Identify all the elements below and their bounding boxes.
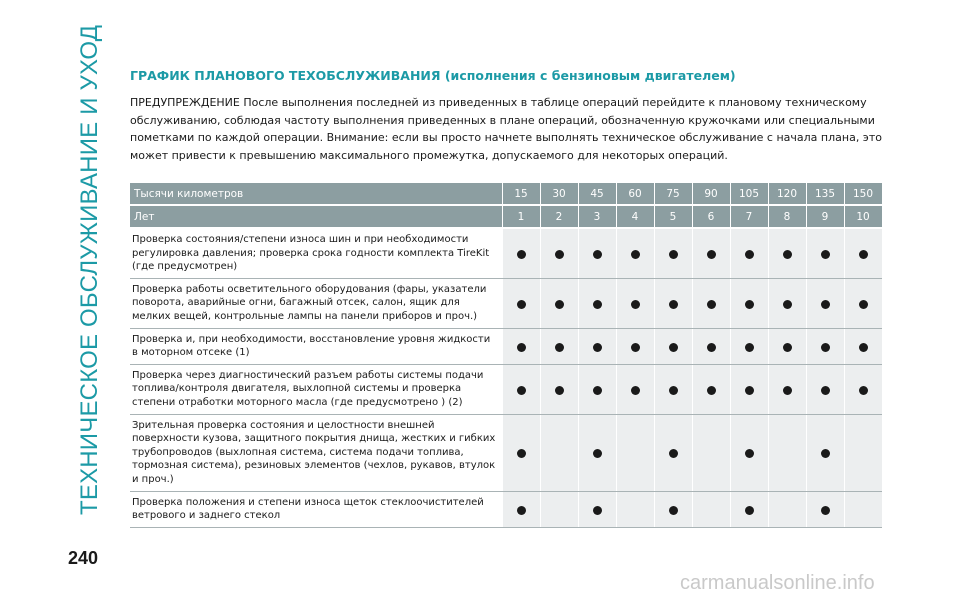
operation-label: Проверка положения и степени износа щеток стеклоочистителей ветрового и заднего стекол [130, 491, 502, 527]
km-interval-header: 30 [540, 183, 578, 205]
scheduled-dot-icon [517, 250, 526, 259]
schedule-cell [692, 491, 730, 527]
watermark: carmanualsonline.info [680, 572, 875, 594]
schedule-cell [578, 328, 616, 364]
schedule-cell [806, 328, 844, 364]
scheduled-dot-icon [555, 250, 564, 259]
years-header-label: Лет [130, 205, 502, 228]
year-interval-header: 6 [692, 205, 730, 228]
scheduled-dot-icon [783, 250, 792, 259]
years-header-row [130, 205, 882, 228]
km-interval-header: 120 [768, 183, 806, 205]
scheduled-dot-icon [669, 506, 678, 515]
schedule-cell [768, 228, 806, 278]
schedule-cell [540, 328, 578, 364]
schedule-cell [578, 414, 616, 491]
km-header-label: Тысячи километров [130, 183, 502, 205]
page-number: 240 [68, 548, 99, 568]
scheduled-dot-icon [821, 343, 830, 352]
schedule-cell [730, 491, 768, 527]
scheduled-dot-icon [517, 300, 526, 309]
km-interval-header: 15 [502, 183, 540, 205]
maintenance-schedule-table [130, 183, 883, 528]
scheduled-dot-icon [745, 449, 754, 458]
schedule-cell [502, 228, 540, 278]
scheduled-dot-icon [631, 343, 640, 352]
operation-label: Проверка и, при необходимости, восстановление уровня жидкости в моторном отсеке (1) [130, 328, 502, 364]
scheduled-dot-icon [745, 506, 754, 515]
section-side-title: ТЕХНИЧЕСКОЕ ОБСЛУЖИВАНИЕ И УХОД [76, 24, 103, 516]
schedule-cell [616, 228, 654, 278]
scheduled-dot-icon [783, 386, 792, 395]
schedule-cell [578, 491, 616, 527]
km-interval-header: 60 [616, 183, 654, 205]
schedule-cell [540, 228, 578, 278]
schedule-cell [540, 364, 578, 414]
schedule-cell [768, 278, 806, 328]
year-interval-header: 7 [730, 205, 768, 228]
operation-label: Зрительная проверка состояния и целостности внешней поверхности кузова, защитного покрытия днища, жестких и гибких трубопроводов (выхлопная система, система подачи топлива, тормозная система), резиновых элементов (чехлов, рукавов, втулок и проч.) [130, 414, 502, 491]
schedule-cell [578, 364, 616, 414]
scheduled-dot-icon [821, 449, 830, 458]
schedule-cell [692, 228, 730, 278]
scheduled-dot-icon [669, 449, 678, 458]
page-title: ГРАФИК ПЛАНОВОГО ТЕХОБСЛУЖИВАНИЯ (исполнения с бензиновым двигателем) [130, 68, 736, 83]
schedule-cell [844, 414, 882, 491]
operation-label: Проверка работы осветительного оборудования (фары, указатели поворота, аварийные огни, багажный отсек, салон, ящик для мелких вещей, контрольные лампы на панели приборов и проч.) [130, 278, 502, 328]
schedule-cell [806, 278, 844, 328]
year-interval-header: 9 [806, 205, 844, 228]
schedule-cell [692, 364, 730, 414]
table-row [130, 414, 882, 491]
scheduled-dot-icon [745, 300, 754, 309]
schedule-cell [654, 414, 692, 491]
schedule-cell [768, 414, 806, 491]
scheduled-dot-icon [593, 250, 602, 259]
schedule-cell [616, 328, 654, 364]
schedule-cell [844, 328, 882, 364]
scheduled-dot-icon [745, 250, 754, 259]
scheduled-dot-icon [517, 449, 526, 458]
km-header-row [130, 183, 882, 205]
table-row [130, 228, 882, 278]
scheduled-dot-icon [745, 386, 754, 395]
schedule-cell [540, 491, 578, 527]
table-row [130, 364, 882, 414]
schedule-cell [578, 278, 616, 328]
year-interval-header: 8 [768, 205, 806, 228]
schedule-cell [768, 364, 806, 414]
scheduled-dot-icon [669, 250, 678, 259]
schedule-cell [654, 328, 692, 364]
schedule-cell [578, 228, 616, 278]
km-interval-header: 135 [806, 183, 844, 205]
operation-label: Проверка через диагностический разъем работы системы подачи топлива/контроля двигателя, выхлопной системы и проверка степени отработки моторного масла (где предусмотрено ) (2) [130, 364, 502, 414]
scheduled-dot-icon [859, 250, 868, 259]
scheduled-dot-icon [593, 449, 602, 458]
scheduled-dot-icon [555, 300, 564, 309]
scheduled-dot-icon [859, 386, 868, 395]
year-interval-header: 10 [844, 205, 882, 228]
year-interval-header: 5 [654, 205, 692, 228]
scheduled-dot-icon [707, 343, 716, 352]
year-interval-header: 2 [540, 205, 578, 228]
km-interval-header: 90 [692, 183, 730, 205]
schedule-cell [616, 491, 654, 527]
schedule-cell [616, 278, 654, 328]
schedule-cell [844, 228, 882, 278]
scheduled-dot-icon [669, 343, 678, 352]
schedule-cell [730, 364, 768, 414]
table-row [130, 491, 882, 527]
schedule-cell [654, 278, 692, 328]
schedule-cell [616, 364, 654, 414]
scheduled-dot-icon [821, 250, 830, 259]
scheduled-dot-icon [555, 343, 564, 352]
schedule-cell [844, 491, 882, 527]
schedule-cell [502, 278, 540, 328]
scheduled-dot-icon [631, 300, 640, 309]
table-row [130, 278, 882, 328]
schedule-cell [806, 491, 844, 527]
year-interval-header: 3 [578, 205, 616, 228]
schedule-cell [730, 278, 768, 328]
schedule-cell [616, 414, 654, 491]
schedule-cell [502, 414, 540, 491]
scheduled-dot-icon [669, 386, 678, 395]
km-interval-header: 105 [730, 183, 768, 205]
scheduled-dot-icon [517, 343, 526, 352]
year-interval-header: 4 [616, 205, 654, 228]
scheduled-dot-icon [707, 300, 716, 309]
schedule-cell [654, 228, 692, 278]
schedule-cell [502, 328, 540, 364]
scheduled-dot-icon [821, 506, 830, 515]
scheduled-dot-icon [707, 386, 716, 395]
schedule-cell [692, 414, 730, 491]
year-interval-header: 1 [502, 205, 540, 228]
schedule-cell [730, 228, 768, 278]
warning-text: ПРЕДУПРЕЖДЕНИЕ После выполнения последней из приведенных в таблице операций перейдите к плановому техническому обслуживанию, соблюдая частоту выполнения приведенных в плане операций, обозначенную кружочками или специальными пометками по каждой операции. Внимание: если вы просто начнете выполнять техническое обслуживание с начала плана, это может привести к превышению максимального промежутка, допускаемого для некоторых операций. [130, 96, 882, 162]
scheduled-dot-icon [707, 250, 716, 259]
scheduled-dot-icon [859, 300, 868, 309]
schedule-cell [502, 364, 540, 414]
scheduled-dot-icon [631, 386, 640, 395]
scheduled-dot-icon [783, 343, 792, 352]
scheduled-dot-icon [593, 343, 602, 352]
scheduled-dot-icon [593, 300, 602, 309]
km-interval-header: 45 [578, 183, 616, 205]
schedule-cell [692, 328, 730, 364]
schedule-cell [540, 278, 578, 328]
scheduled-dot-icon [631, 250, 640, 259]
schedule-cell [730, 414, 768, 491]
scheduled-dot-icon [783, 300, 792, 309]
scheduled-dot-icon [859, 343, 868, 352]
schedule-cell [654, 491, 692, 527]
km-interval-header: 150 [844, 183, 882, 205]
operation-label: Проверка состояния/степени износа шин и при необходимости регулировка давления; проверка срока годности комплекта TireKit (где предусмотрен) [130, 228, 502, 278]
scheduled-dot-icon [745, 343, 754, 352]
scheduled-dot-icon [821, 300, 830, 309]
schedule-cell [654, 364, 692, 414]
schedule-cell [806, 228, 844, 278]
scheduled-dot-icon [555, 386, 564, 395]
schedule-cell [730, 328, 768, 364]
schedule-cell [768, 328, 806, 364]
schedule-cell [806, 414, 844, 491]
scheduled-dot-icon [669, 300, 678, 309]
scheduled-dot-icon [517, 506, 526, 515]
scheduled-dot-icon [517, 386, 526, 395]
schedule-cell [502, 491, 540, 527]
schedule-cell [540, 414, 578, 491]
schedule-cell [806, 364, 844, 414]
km-interval-header: 75 [654, 183, 692, 205]
schedule-cell [844, 364, 882, 414]
table-row [130, 328, 882, 364]
scheduled-dot-icon [593, 506, 602, 515]
scheduled-dot-icon [593, 386, 602, 395]
scheduled-dot-icon [821, 386, 830, 395]
schedule-cell [692, 278, 730, 328]
schedule-cell [844, 278, 882, 328]
schedule-cell [768, 491, 806, 527]
